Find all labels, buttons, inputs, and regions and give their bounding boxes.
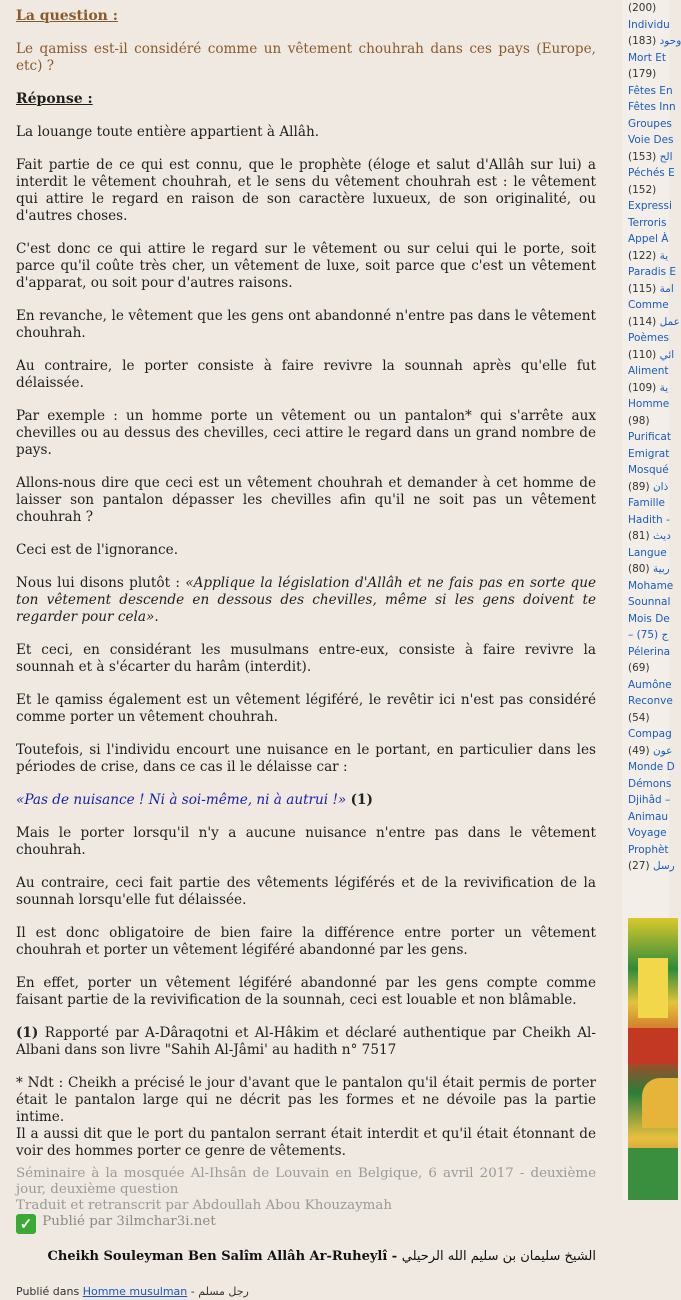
translator-info: Traduit et retranscrit par Abdoullah Abou Khouzaymah — [16, 1198, 392, 1213]
published-by-line — [16, 1214, 596, 1234]
answer-paragraph: Et le qamiss également est un vêtement légiféré, le revêtir ici n'est pas considéré comme porter un vêtement chouhrah. — [16, 692, 596, 725]
sidebar-category-item[interactable] — [628, 776, 672, 793]
sidebar-category-item[interactable] — [628, 182, 669, 199]
sidebar-category-item[interactable] — [628, 33, 681, 50]
category-count: (110) — [628, 348, 657, 361]
category-label: Terroris — [628, 216, 667, 229]
footer-prefix: Publié dans — [16, 1285, 83, 1298]
answer-paragraphs-3 — [16, 825, 596, 1009]
category-count: (49) — [628, 744, 650, 757]
category-label: Fêtes En — [628, 84, 673, 97]
sidebar-category-item[interactable] — [628, 842, 669, 859]
quote-italic: «Applique la législation d'Allâh et ne fais pas en sorte que ton vêtement descende en dessous des chevilles, même si les gens doivent te regarder pour cela» — [16, 575, 596, 625]
sidebar-category-item[interactable] — [628, 693, 673, 710]
category-label: Voyage — [628, 827, 667, 839]
category-count: (115) — [628, 282, 657, 295]
sidebar-category-item[interactable] — [628, 611, 669, 628]
quote-paragraph — [16, 575, 596, 626]
category-label: Compag — [628, 728, 672, 740]
sidebar-category-item[interactable] — [628, 479, 669, 496]
category-label: Fêtes Inn — [628, 101, 676, 113]
answer-paragraph: Fait partie de ce qui est connu, que le prophète (éloge et salut d'Allâh sur lui) a interdit le vêtement chouhrah, et le sens du vêtement chouhrah est : le vêtement qui attire le regard en raison de son caractère luxueux, de son originalité, ou d'autres choses. — [16, 157, 596, 224]
category-count: (89) — [628, 480, 650, 493]
sidebar-category-item[interactable] — [628, 231, 669, 248]
sidebar-category-item[interactable] — [628, 83, 673, 100]
category-count: (80) — [628, 563, 650, 575]
answer-paragraph: Mais le porter lorsqu'il n'y a aucune nuisance n'entre pas dans le vêtement chouhrah. — [16, 825, 596, 858]
answer-paragraph: Par exemple : un homme porte un vêtement ou un pantalon* qui s'arrête aux chevilles ou au dessus des chevilles, ceci attire le regard dans un grand nombre de pays. — [16, 408, 596, 458]
category-label: Paradis E — [628, 266, 677, 278]
sidebar-category-item[interactable] — [628, 495, 669, 512]
category-label: Purificat — [628, 431, 671, 443]
sidebar-category-item[interactable] — [628, 627, 669, 644]
category-count: (98) — [628, 414, 650, 427]
published-by: Publié par 3ilmchar3i.net — [42, 1214, 216, 1229]
category-list — [622, 0, 681, 875]
footnote-num: (1) — [16, 1025, 39, 1041]
banner-image[interactable] — [628, 918, 678, 1200]
category-label: Individu — [628, 18, 670, 31]
category-label: Mois De — [628, 612, 670, 625]
sidebar-category-item[interactable] — [628, 116, 672, 133]
sidebar-category-item[interactable] — [628, 66, 669, 83]
sidebar-category-item[interactable] — [628, 726, 672, 743]
quote-end: . — [154, 609, 159, 625]
hadith-text: «Pas de nuisance ! Ni à soi-même, ni à autrui !» — [16, 792, 347, 808]
category-label: رسل — [652, 860, 675, 872]
answer-paragraph: Et ceci, en considérant les musulmans entre-eux, consiste à faire revivre la sounnah et à s'écarter du harâm (interdit). — [16, 642, 596, 675]
category-label: Mohame — [628, 579, 674, 592]
category-label: Péchés E — [628, 167, 675, 179]
category-label: الح — [659, 150, 673, 163]
answer-paragraph: La louange toute entière appartient à Allâh. — [16, 124, 320, 140]
sidebar-category-item[interactable] — [628, 792, 669, 809]
category-count: (122) — [628, 249, 657, 262]
category-label: Pélerina — [628, 645, 671, 658]
category-label: ية — [659, 249, 669, 262]
answer-paragraph: En effet, porter un vêtement légiféré abandonné par les gens compte comme faisant partie de la revivification de la sounnah, ceci est louable et non blâmable. — [16, 975, 596, 1008]
answer-paragraphs — [16, 124, 596, 559]
sidebar-category-item[interactable] — [628, 330, 669, 347]
sidebar-category-item[interactable] — [628, 165, 675, 182]
answer-paragraph: Au contraire, ceci fait partie des vêtements légiférés et de la revivification de la sounnah lorsqu'elle fut délaissée. — [16, 875, 596, 908]
sidebar-category-item[interactable] — [628, 314, 680, 331]
sidebar-category-item[interactable] — [628, 264, 677, 281]
hadith-paragraph — [16, 792, 596, 809]
category-label: Langue — [628, 546, 667, 559]
category-label: Emigrat — [628, 447, 670, 460]
category-count: (109) — [628, 381, 657, 394]
category-count: (200) — [628, 2, 657, 14]
category-label: Groupes — [628, 117, 672, 130]
sidebar-category-item[interactable] — [628, 149, 673, 166]
category-label: – (75) ج — [628, 629, 669, 641]
sidebar-category-item[interactable] — [628, 545, 669, 562]
answer-paragraph: C'est donc ce qui attire le regard sur le vêtement ou sur celui qui le porte, soit parce qu'il coûte très cher, un vêtement de luxe, soit parce que c'est un vêtement d'apparat, ou soit pour d'autres raisons. — [16, 241, 596, 291]
answer-paragraph: Toutefois, si l'individu encourt une nuisance en le portant, en particulier dans les périodes de crise, dans ce cas il le délaisse car : — [16, 742, 596, 775]
category-label: Aliment — [628, 365, 669, 377]
footnote-text: Rapporté par A-Dâraqotni et Al-Hâkim et déclaré authentique par Cheikh Al-Albani dans son livre "Sahih Al-Jâmi' au hadith n° 7517 — [16, 1025, 596, 1058]
sidebar-category-item[interactable] — [628, 809, 669, 826]
sidebar-category-item[interactable] — [628, 396, 669, 413]
answer-paragraph: Ceci est de l'ignorance. — [16, 542, 179, 558]
sidebar-category-item[interactable] — [628, 677, 672, 694]
sidebar-category-item[interactable] — [628, 743, 673, 760]
category-label: عمل — [659, 315, 680, 328]
sidebar-category-item[interactable] — [628, 248, 669, 265]
category-label: ية — [659, 381, 669, 394]
answer-paragraph: Allons-nous dire que ceci est un vêtement chouhrah et demander à cet homme de laisser son pantalon dépasser les chevilles afin qu'il ne soit pas un vêtement chouhrah ? — [16, 475, 596, 525]
footnote — [16, 1025, 596, 1059]
hadith-ref: (1) — [350, 792, 373, 808]
category-count: (152) — [628, 183, 657, 196]
category-label: Hadith - — [628, 513, 670, 526]
sidebar-category-item[interactable] — [628, 512, 669, 529]
sidebar-category-item[interactable] — [628, 446, 669, 463]
category-label: وحود — [659, 35, 681, 47]
category-label: ربية — [652, 563, 670, 575]
sidebar-category-item[interactable] — [628, 380, 669, 397]
sidebar-category-item[interactable] — [628, 660, 669, 677]
category-label: Homme — [628, 398, 670, 410]
category-count: (54) — [628, 711, 650, 724]
answer-paragraphs-2 — [16, 642, 596, 776]
category-label: Djihâd – — [628, 794, 671, 806]
sidebar-category-item[interactable] — [628, 759, 675, 776]
category-footer — [16, 1283, 596, 1300]
sidebar-category-item[interactable] — [628, 215, 669, 232]
category-label: Aumône — [628, 678, 672, 691]
sidebar-category-item[interactable] — [628, 644, 669, 661]
category-label: ديث — [652, 530, 671, 542]
category-label: Appel À — [628, 233, 669, 245]
author-arabic: الشيخ سليمان بن سليم الله الرحيلي — [401, 1249, 596, 1264]
sidebar-category-item[interactable] — [628, 561, 669, 578]
translator-note — [16, 1075, 596, 1160]
sidebar-category-item[interactable] — [628, 710, 669, 727]
category-label: Démons — [628, 777, 672, 790]
category-count: (81) — [628, 530, 650, 542]
category-link[interactable]: Homme musulman — [82, 1285, 188, 1298]
category-count: (27) — [628, 860, 650, 872]
sidebar-category-item[interactable] — [628, 198, 672, 215]
sidebar-category-item[interactable] — [628, 297, 669, 314]
category-label: Famille — [628, 497, 665, 509]
sidebar-category-item[interactable] — [628, 132, 674, 149]
question-heading: La question : — [16, 8, 118, 24]
quote-intro: Nous lui disons plutôt : — [16, 575, 186, 591]
answer-paragraph: En revanche, le vêtement que les gens ont abandonné n'entre pas dans le vêtement chouhrah. — [16, 308, 596, 341]
category-label: Reconve — [628, 695, 673, 707]
sidebar-category-item[interactable] — [628, 462, 669, 479]
sidebar-category-item[interactable] — [628, 858, 675, 875]
category-count: (179) — [628, 68, 657, 80]
category-label: Comme — [628, 299, 669, 311]
category-label: Mort Et — [628, 51, 667, 64]
author-latin: Cheikh Souleyman Ben Salîm Allâh Ar-Ruheylî - — [47, 1249, 402, 1264]
source-meta — [16, 1166, 596, 1234]
category-label: امة — [659, 282, 674, 295]
category-count: (153) — [628, 150, 657, 163]
sidebar-category-item[interactable] — [628, 99, 676, 116]
category-label: Expressi — [628, 200, 672, 212]
category-label: Voie Des — [628, 134, 674, 146]
category-count: (114) — [628, 315, 657, 328]
question-text: Le qamiss est-il considéré comme un vêtement chouhrah dans ces pays (Europe, etc) ? — [16, 41, 596, 74]
sidebar-category-item[interactable] — [628, 528, 669, 545]
category-label: Mosqué — [628, 464, 669, 476]
sidebar-category-item[interactable] — [628, 363, 669, 380]
category-label: Sounnal — [628, 596, 671, 608]
category-label: Animau — [628, 810, 669, 823]
sidebar-category-item[interactable] — [628, 0, 669, 17]
sidebar-category-item[interactable] — [628, 347, 675, 364]
sidebar-category-item[interactable] — [628, 594, 669, 611]
check-mark-icon: ✓ — [16, 1214, 36, 1234]
sidebar-category-item[interactable] — [628, 825, 669, 842]
translator-note-line: * Ndt : Cheikh a précisé le jour d'avant que le pantalon qu'il était permis de porter était le pantalon large qui ne décrit pas les formes et ne dévoile pas la partie intime. — [16, 1075, 596, 1125]
answer-heading: Réponse : — [16, 91, 93, 107]
answer-paragraph: Au contraire, le porter consiste à faire revivre la sounnah après qu'elle fut délaissée. — [16, 358, 596, 391]
sidebar-category-item[interactable] — [628, 578, 674, 595]
sidebar-category-item[interactable] — [628, 429, 669, 446]
sidebar-category-item[interactable] — [628, 413, 669, 430]
category-count: (183) — [628, 35, 657, 47]
category-label: ائي — [659, 348, 675, 361]
footer-suffix: - رجل مسلم — [187, 1285, 249, 1298]
sidebar-category-item[interactable] — [628, 50, 669, 67]
category-label: Poèmes — [628, 332, 670, 344]
author-line — [16, 1248, 596, 1265]
category-count: (69) — [628, 662, 650, 674]
sidebar — [622, 0, 681, 1200]
seminar-info: Séminaire à la mosquée Al-Ihsân de Louvain en Belgique, 6 avril 2017 - deuxième jour, deuxième question — [16, 1166, 596, 1197]
translator-note-line: Il a aussi dit que le port du pantalon serrant était interdit et qu'il était étonnant de voir des hommes porter ce genre de vêtements. — [16, 1126, 596, 1159]
sidebar-category-item[interactable] — [628, 281, 674, 298]
answer-paragraph: Il est donc obligatoire de bien faire la différence entre porter un vêtement chouhrah et porter un vêtement légiféré abandonné par les gens. — [16, 925, 596, 958]
category-label: Prophèt — [628, 843, 669, 856]
category-label: Monde D — [628, 761, 675, 773]
category-label: ذان — [652, 480, 669, 493]
category-label: عون — [652, 744, 673, 757]
sidebar-category-item[interactable] — [628, 17, 669, 34]
